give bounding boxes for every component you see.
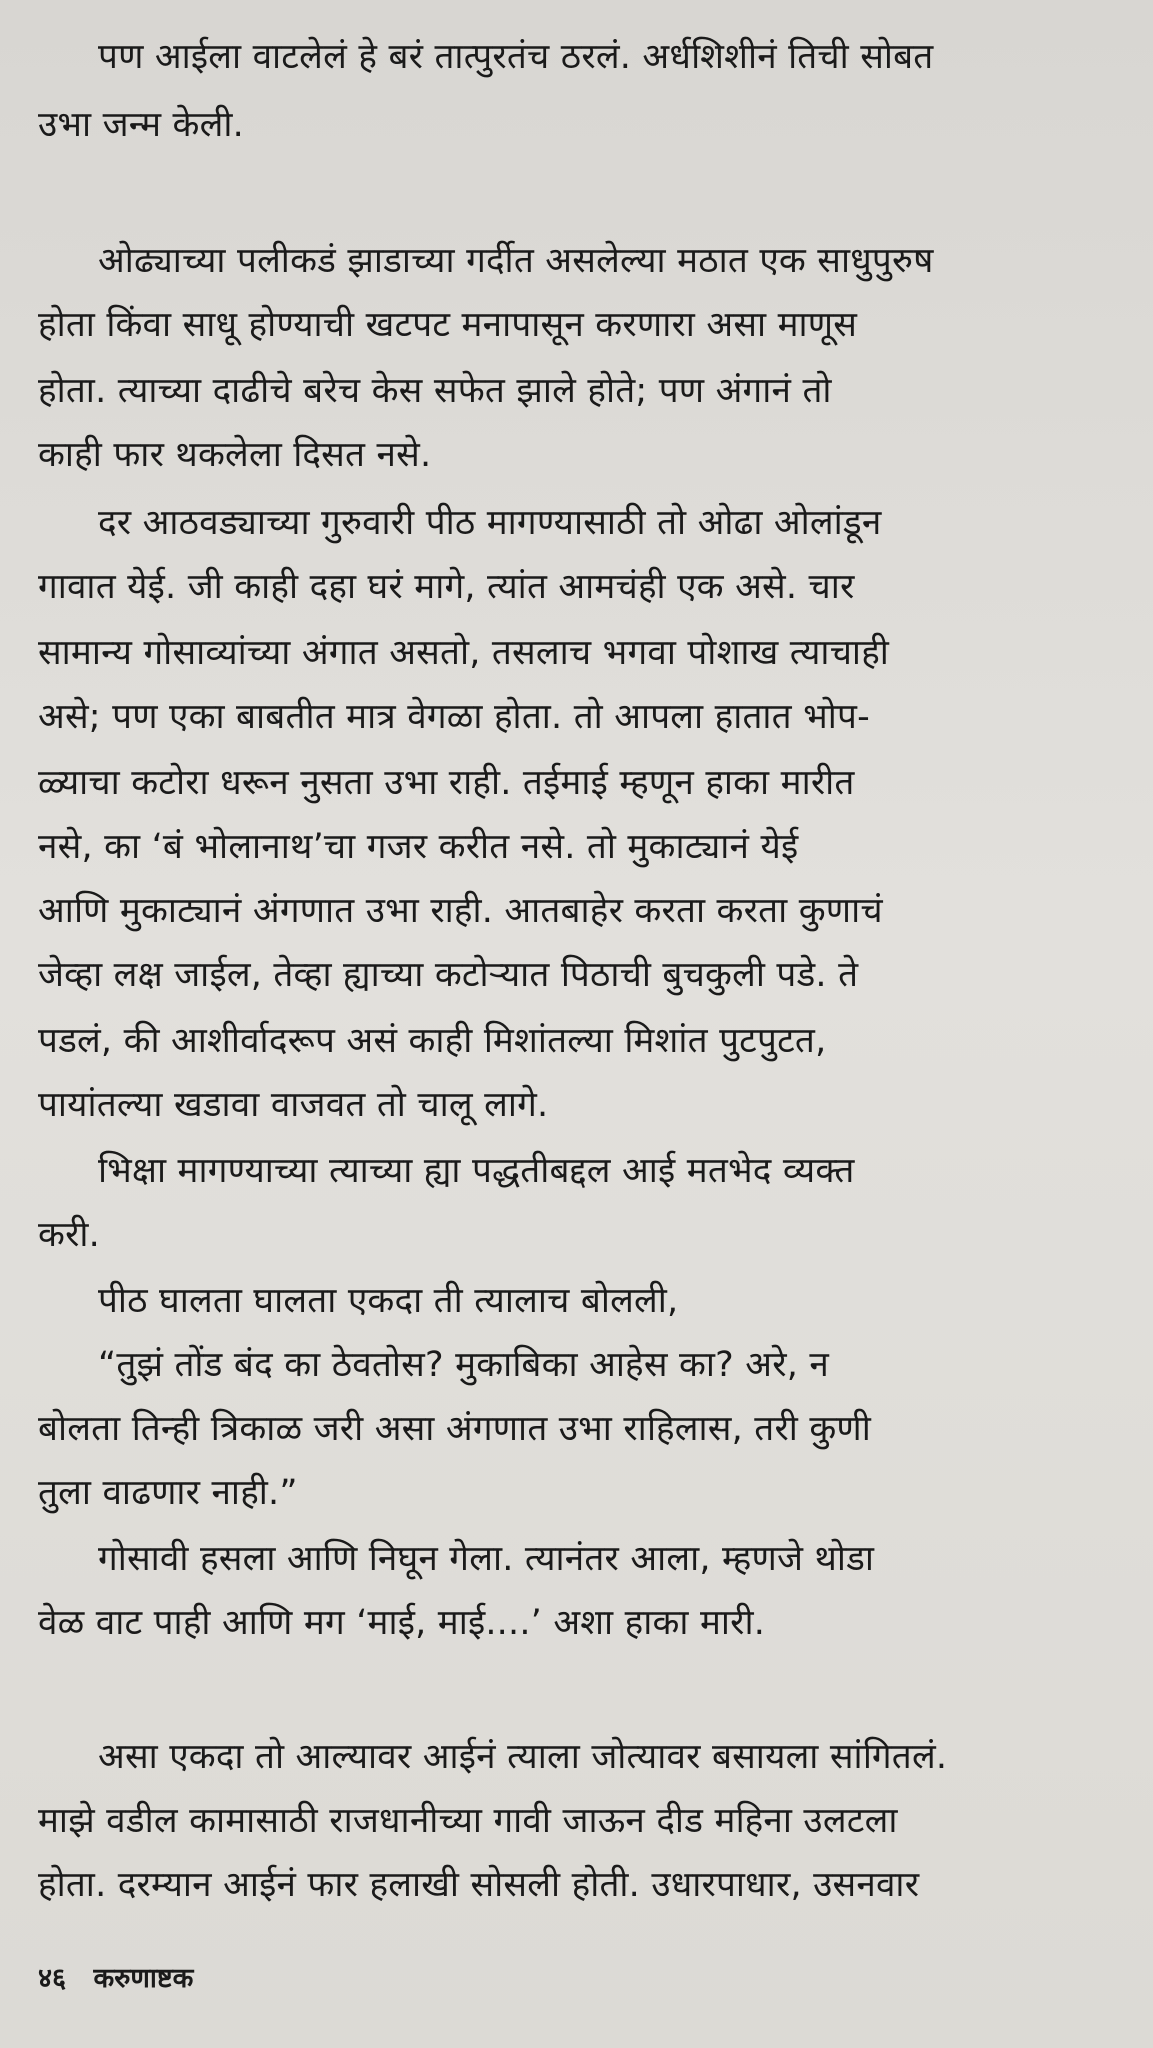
text-line: करी. <box>38 1215 100 1255</box>
text-line: वेळ वाट पाही आणि मग ‘माई, माई....’ अशा हाका मारी. <box>38 1603 766 1643</box>
text-line: बोलता तिन्ही त्रिकाळ जरी असा अंगणात उभा राहिलास, तरी कुणी <box>38 1409 872 1449</box>
book-title: करुणाष्टक <box>93 1963 194 1994</box>
text-line: आणि मुकाट्यानं अंगणात उभा राही. आतबाहेर करता करता कुणाचं <box>38 891 883 931</box>
page-footer <box>38 1958 193 1995</box>
text-line: पण आईला वाटलेलं हे बरं तात्पुरतंच ठरलं. अर्धशिशीनं तिची सोबत <box>98 37 934 77</box>
text-line: काही फार थकलेला दिसत नसे. <box>38 435 432 475</box>
text-line: ओढ्याच्या पलीकडं झाडाच्या गर्दीत असलेल्या मठात एक साधुपुरुष <box>98 241 934 281</box>
text-line: पडलं, की आशीर्वादरूप असं काही मिशांतल्या मिशांत पुटपुटत, <box>38 1021 827 1061</box>
text-line: नसे, का ‘बं भोलानाथ’चा गजर करीत नसे. तो मुकाट्यानं येई <box>38 827 799 867</box>
text-line: गोसावी हसला आणि निघून गेला. त्यानंतर आला, म्हणजे थोडा <box>98 1539 875 1579</box>
text-line: पीठ घालता घालता एकदा ती त्यालाच बोलली, <box>98 1281 679 1321</box>
text-line: पायांतल्या खडावा वाजवत तो चालू लागे. <box>38 1085 549 1125</box>
text-line: तुला वाढणार नाही.” <box>38 1473 298 1513</box>
text-line: भिक्षा मागण्याच्या त्याच्या ह्या पद्धतीबद्दल आई मतभेद व्यक्त <box>98 1151 855 1191</box>
text-line: असे; पण एका बाबतीत मात्र वेगळा होता. तो आपला हातात भोप- <box>38 697 870 737</box>
text-line: दर आठवड्याच्या गुरुवारी पीठ मागण्यासाठी तो ओढा ओलांडून <box>98 503 882 543</box>
text-line: गावात येई. जी काही दहा घरं मागे, त्यांत आमचंही एक असे. चार <box>38 567 855 607</box>
text-line: “तुझं तोंड बंद का ठेवतोस? मुकाबिका आहेस का? अरे, न <box>98 1345 829 1385</box>
text-line: होता किंवा साधू होण्याची खटपट मनापासून करणारा असा माणूस <box>38 305 858 345</box>
text-line: सामान्य गोसाव्यांच्या अंगात असतो, तसलाच भगवा पोशाख त्याचाही <box>38 633 890 673</box>
text-line: असा एकदा तो आल्यावर आईनं त्याला जोत्यावर बसायला सांगितलं. <box>98 1737 948 1777</box>
text-line: माझे वडील कामासाठी राजधानीच्या गावी जाऊन दीड महिना उलटला <box>38 1801 898 1841</box>
text-line: उभा जन्म केली. <box>38 105 244 145</box>
text-line: ळ्याचा कटोरा धरून नुसता उभा राही. तईमाई म्हणून हाका मारीत <box>38 763 855 803</box>
text-line: होता. दरम्यान आईनं फार हलाखी सोसली होती. उधारपाधार, उसनवार <box>38 1865 920 1905</box>
text-line: जेव्हा लक्ष जाईल, तेव्हा ह्याच्या कटोऱ्यात पिठाची बुचकुली पडे. ते <box>38 955 859 995</box>
text-line: होता. त्याच्या दाढीचे बरेच केस सफेत झाले होते; पण अंगानं तो <box>38 371 832 411</box>
page-number: ४६ <box>38 1963 67 1994</box>
book-page <box>38 28 1118 2018</box>
